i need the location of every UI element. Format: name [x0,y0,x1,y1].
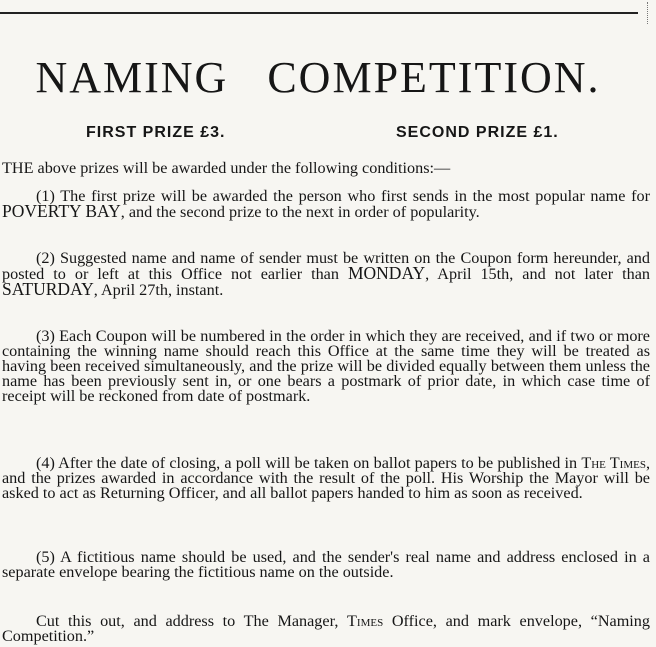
second-prize-label: SECOND PRIZE £1. [396,124,559,141]
condition-2 [2,251,650,298]
closing-text-end: Office, and mark envelope, “Naming Competition.” [2,612,650,645]
top-rule [0,12,638,14]
place-name: POVERTY BAY [2,201,121,221]
opening-day: MONDAY [347,263,426,283]
condition-2-text-mid: , April 15th, and not later than [425,265,650,283]
condition-1 [2,189,650,220]
closing-day: SATURDAY [2,279,94,299]
closing-text: Cut this out, and address to The Manager, [36,612,348,630]
page-title: NAMING COMPETITION. [35,53,601,102]
condition-4 [2,456,650,501]
condition-2-text-end: , April 27th, instant. [93,281,224,299]
condition-1-text-end: , and the second prize to the next in order of popularity. [120,203,480,221]
condition-4-text-end: , and the prizes awarded in accordance with the result of the poll. His Worship the Mayor will be asked to act as Returning Officer, and all ballot papers handed to him as soon as received. [2,454,650,502]
page-edge-mark [647,2,650,24]
condition-3: (3) Each Coupon will be numbered in the order in which they are received, and if two or more containing the winning name should reach this Office at the same time they will be treated as having been received simultaneously, and the prize will be divided equally between them unless the name has been previously sent in, or one bears a postmark of prior date, in which case time of receipt will be reckoned from date of postmark. [2,327,650,405]
closing-newspaper-name: Times [347,612,384,630]
condition-5: (5) A fictitious name should be used, and the sender's real name and address enclosed in a separate envelope bearing the fictitious name on the outside. [2,548,650,581]
condition-2-text: (2) Suggested name and name of sender must be written on the Coupon form hereunder, and posted to or left at this Office not earlier than [2,249,650,283]
condition-1-text: (1) The first prize will be awarded the person who first sends in the most popular name for [36,187,650,205]
closing-instruction [2,614,650,644]
first-prize-label: FIRST PRIZE £3. [86,124,226,141]
intro-paragraph: THE above prizes will be awarded under the following conditions:— [2,159,451,177]
newspaper-name: The Times [581,454,646,472]
condition-4-text: (4) After the date of closing, a poll will be taken on ballot papers to be published in [36,454,582,472]
